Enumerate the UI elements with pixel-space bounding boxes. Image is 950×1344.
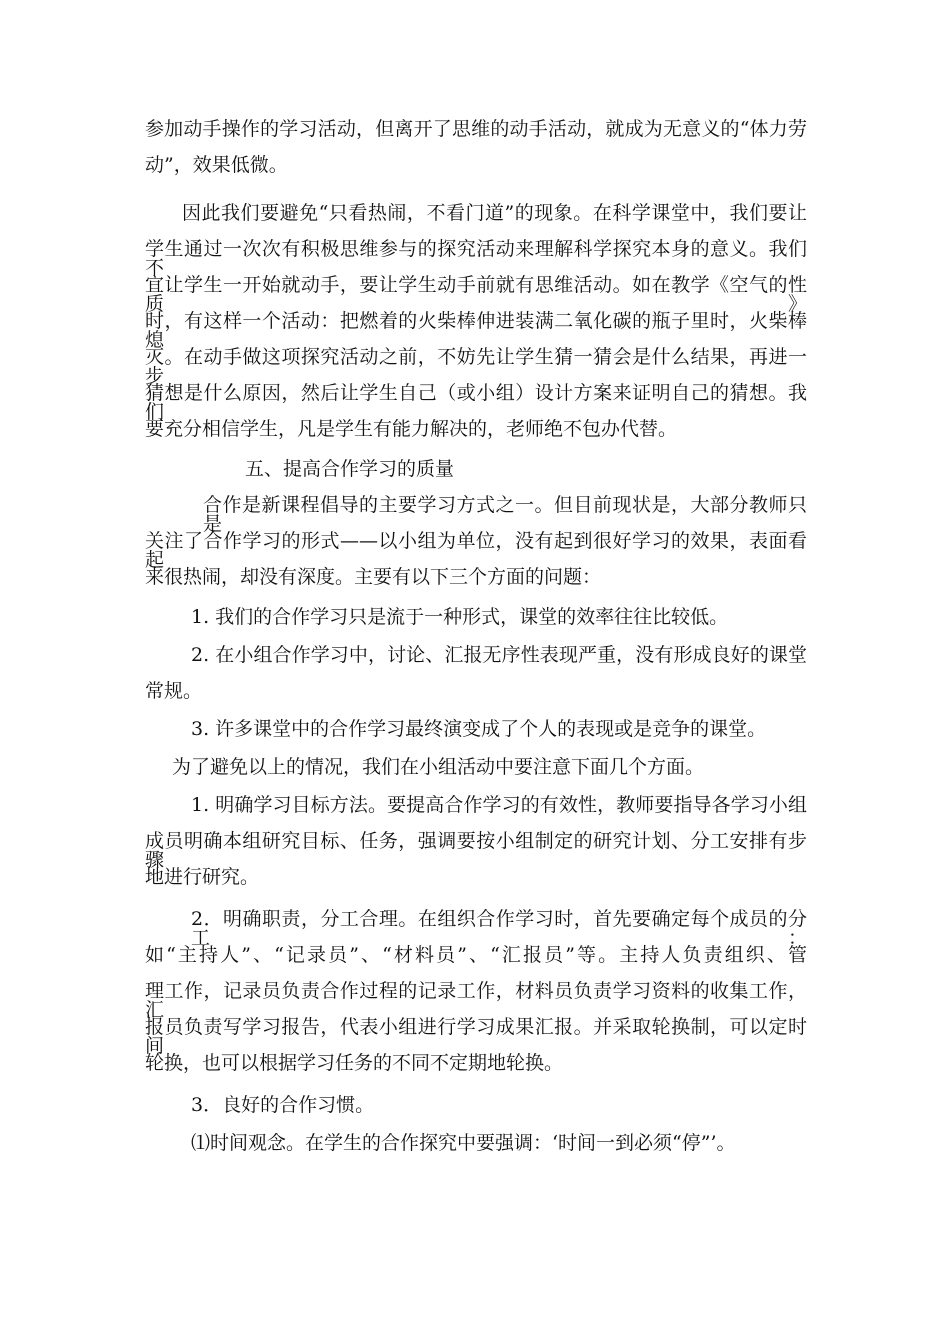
list-item: 3. 许多课堂中的合作学习最终演变成了个人的表现或是竞争的课堂。 [191,718,767,740]
list-item: 1. 明确学习目标方法。要提高合作学习的有效性，教师要指导各学习小组 [191,794,807,816]
text-line: 合作是新课程倡导的主要学习方式之一。但目前现状是，大部分教师只是 [203,494,807,535]
list-item: 2. 在小组合作学习中，讨论、汇报无序性表现严重，没有形成良好的课堂 [191,644,807,666]
text-line: 如“主持人”、“记录员”、“材料员”、“汇报员”等。主持人负责组织、管 [145,944,807,966]
text-line: 学生通过一次次有积极思维参与的探究活动来理解科学探究本身的意义。我们不 [145,238,807,279]
list-item: 3．良好的合作习惯。 [191,1094,375,1116]
list-item: 2．明确职责，分工合理。在组织合作学习时，首先要确定每个成员的分工： [191,908,807,949]
text-line: 要充分相信学生，凡是学生有能力解决的，老师绝不包办代替。 [145,418,678,440]
text-line: 因此我们要避免“只看热闹，不看门道”的现象。在科学课堂中，我们要让 [182,202,807,224]
text-line: 时，有这样一个活动：把燃着的火柴棒伸进装满二氧化碳的瓶子里时，火柴棒熄 [145,310,807,351]
text-line: 报员负责写学习报告，代表小组进行学习成果汇报。并采取轮换制，可以定时间 [145,1016,807,1057]
text-line: 宜让学生一开始就动手，要让学生动手前就有思维活动。如在教学《空气的性质》 [145,274,807,315]
text-line: 参加动手操作的学习活动，但离开了思维的动手活动，就成为无意义的“体力劳 [145,118,807,140]
text-line: 动”，效果低微。 [145,154,288,176]
text-line: 轮换，也可以根据学习任务的不同不定期地轮换。 [145,1052,564,1074]
text-line: 来很热闹，却没有深度。主要有以下三个方面的问题： [145,566,602,588]
text-line: 常规。 [145,680,203,702]
text-line: 成员明确本组研究目标、任务，强调要按小组制定的研究计划、分工安排有步骤 [145,830,807,871]
text-line: 猜想是什么原因，然后让学生自己（或小组）设计方案来证明自己的猜想。我们 [145,382,807,423]
section-heading: 五、提高合作学习的质量 [245,458,455,480]
text-line: 为了避免以上的情况，我们在小组活动中要注意下面几个方面。 [172,756,705,778]
text-line: 灭。在动手做这项探究活动之前，不妨先让学生猜一猜会是什么结果，再进一步 [145,346,807,387]
list-item: 1. 我们的合作学习只是流于一种形式，课堂的效率往往比较低。 [191,606,729,628]
text-line: 理工作，记录员负责合作过程的记录工作，材料员负责学习资料的收集工作，汇 [145,980,807,1021]
list-item: ⑴时间观念。在学生的合作探究中要强调：‘时间一到必须“停”’。 [191,1132,736,1154]
text-line: 地进行研究。 [145,866,260,888]
text-line: 关注了合作学习的形式——以小组为单位，没有起到很好学习的效果，表面看起 [145,530,807,571]
